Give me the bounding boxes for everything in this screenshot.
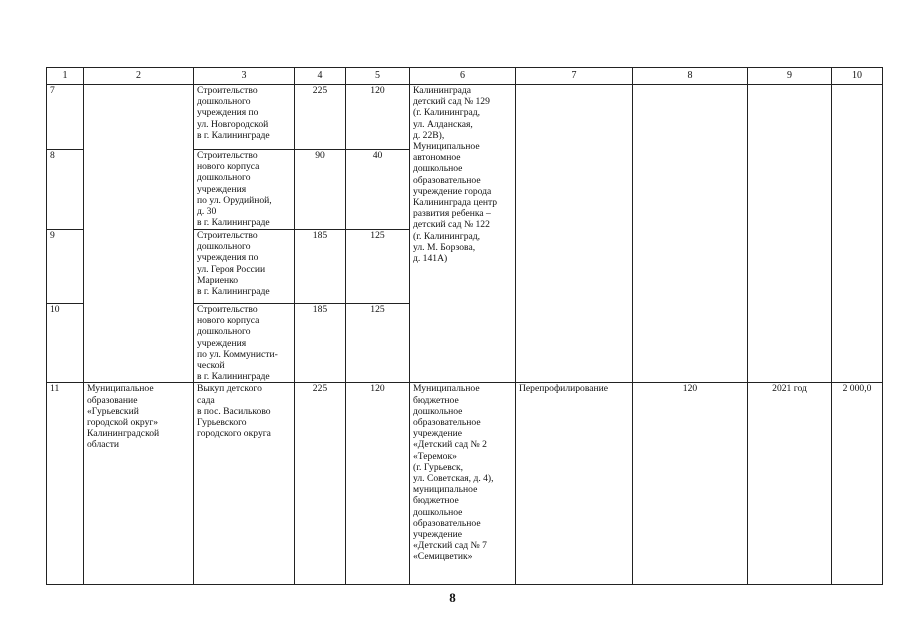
row-number: 10 [47,304,84,383]
capacity-cell: 90 [295,150,346,230]
project-cell: Строительство нового корпуса дошкольного учреждения по ул. Коммунисти- ческой в г. Калининграде [194,304,295,383]
table-row [47,85,883,150]
row-number: 8 [47,150,84,230]
measure-cell: Перепрофилирование [516,383,633,585]
places-cell: 120 [346,85,410,150]
measure-cell [516,85,633,383]
table-row [47,383,883,585]
header-cell: 7 [516,68,633,85]
row-number: 11 [47,383,84,585]
row-number: 7 [47,85,84,150]
places-cell: 125 [346,230,410,304]
amount-cell [832,85,883,383]
header-cell: 2 [84,68,194,85]
capacity-cell: 185 [295,230,346,304]
places-cell: 120 [346,383,410,585]
header-cell: 1 [47,68,84,85]
header-cell: 9 [748,68,832,85]
institutions-cell: Калининграда детский сад № 129 (г. Калининград, ул. Алданская, д. 22В), Муниципальное автономное дошкольное образовательное учреждение города Калининграда центр развития ребенка – детский сад № 122 (г. Калининград, ул. М. Борзова, д. 141А) [410,85,516,383]
capacity-cell: 225 [295,383,346,585]
project-cell: Строительство дошкольного учреждения по ул. Героя России Мариенко в г. Калининграде [194,230,295,304]
header-row [47,68,883,85]
header-cell: 10 [832,68,883,85]
header-cell: 3 [194,68,295,85]
header-cell: 4 [295,68,346,85]
amount-cell: 2 000,0 [832,383,883,585]
year-cell [748,85,832,383]
project-cell: Строительство дошкольного учреждения по ул. Новгородской в г. Калининграде [194,85,295,150]
header-cell: 6 [410,68,516,85]
page-number: 8 [449,590,456,605]
capacity-cell: 185 [295,304,346,383]
data-table [46,67,883,585]
row-number: 9 [47,230,84,304]
places-cell: 40 [346,150,410,230]
places-cell: 125 [346,304,410,383]
header-cell: 5 [346,68,410,85]
count-cell: 120 [633,383,748,585]
header-cell: 8 [633,68,748,85]
municipality-cell: Муниципальное образование «Гурьевский городской округ» Калининградской области [84,383,194,585]
project-cell: Строительство нового корпуса дошкольного учреждения по ул. Орудийной, д. 30 в г. Калининграде [194,150,295,230]
project-cell: Выкуп детского сада в пос. Васильково Гурьевского городского округа [194,383,295,585]
institutions-cell: Муниципальное бюджетное дошкольное образовательное учреждение «Детский сад № 2 «Теремок» (г. Гурьевск, ул. Советская, д. 4), муниципальное бюджетное дошкольное образовательное учреждение «Детский сад № 7 «Семицветик» [410,383,516,585]
count-cell [633,85,748,383]
year-cell: 2021 год [748,383,832,585]
municipality-cell [84,85,194,383]
capacity-cell: 225 [295,85,346,150]
